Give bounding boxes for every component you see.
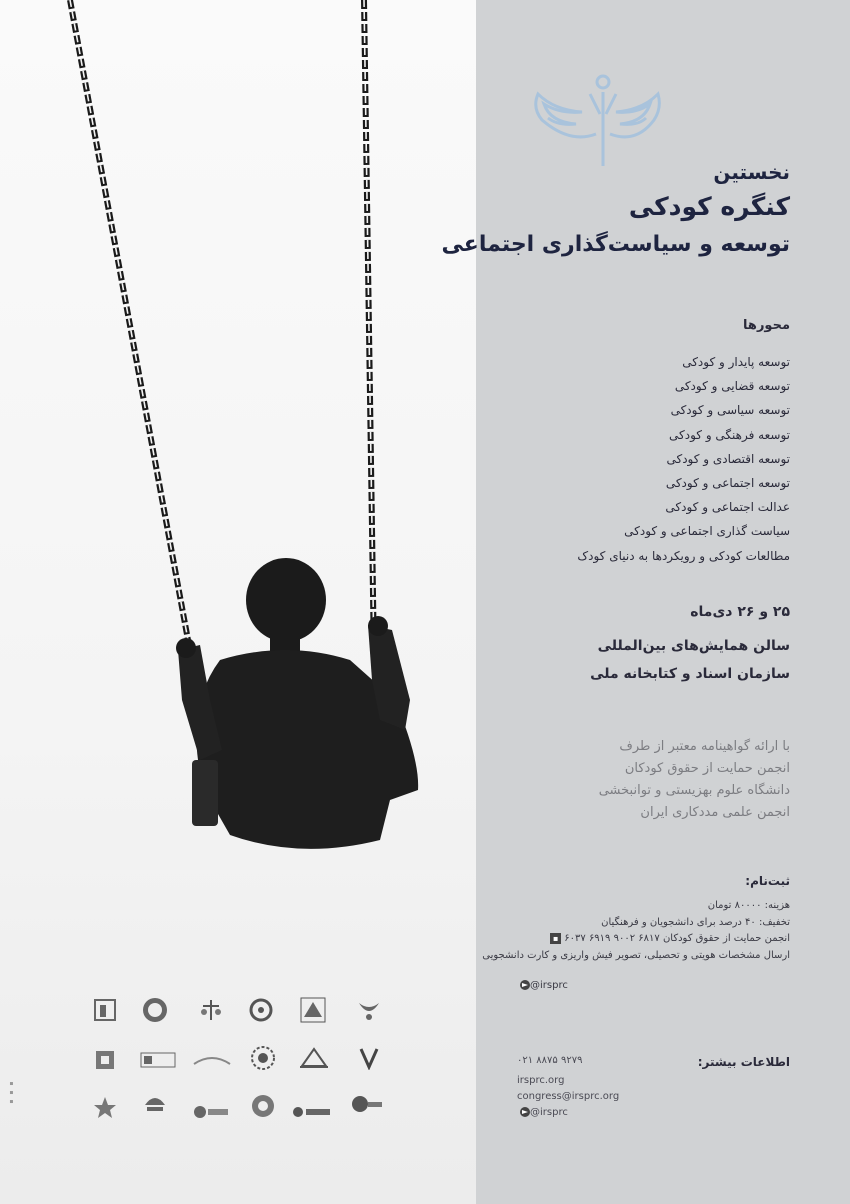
certificate-line: دانشگاه علوم بهزیستی و توانبخشی bbox=[598, 783, 790, 798]
certificate-block bbox=[599, 736, 790, 824]
contact-email[interactable]: congress@irsprc.org bbox=[517, 1091, 620, 1102]
sponsor-logo bbox=[192, 1100, 230, 1124]
registration-send: ارسال مشخصات هویتی و تحصیلی، تصویر فیش واریزی و کارت دانشجویی bbox=[482, 949, 790, 961]
sponsor-logo bbox=[250, 1094, 276, 1118]
registration-fee: هزینه: ۸۰۰۰۰ تومان bbox=[707, 900, 790, 911]
designer-credit-mark: ▪ ▪ ▪ bbox=[8, 1080, 15, 1105]
sponsor-logo bbox=[356, 998, 382, 1022]
title-congress: کنگره کودکی bbox=[628, 192, 790, 221]
axis-item: توسعه اجتماعی و کودکی bbox=[665, 476, 790, 491]
axis-item: سیاست گذاری اجتماعی و کودکی bbox=[624, 524, 790, 539]
axes-heading: محورها bbox=[743, 318, 790, 333]
axis-item: توسعه پایدار و کودکی bbox=[682, 355, 790, 369]
sponsor-logo bbox=[248, 998, 274, 1022]
sponsor-logo bbox=[292, 1100, 332, 1124]
sponsor-logo bbox=[198, 998, 224, 1022]
title-subtitle: توسعه و سیاست‌گذاری اجتماعی bbox=[441, 232, 790, 257]
event-venue-org: سازمان اسناد و کتابخانه ملی bbox=[590, 666, 790, 682]
sponsor-logo bbox=[350, 1094, 384, 1118]
sponsor-logo bbox=[92, 998, 118, 1022]
telegram-icon bbox=[520, 980, 530, 990]
event-venue-hall: سالن همایش‌های بین‌المللی bbox=[597, 638, 790, 654]
registration-bank-row bbox=[482, 931, 790, 948]
contact-website[interactable]: irsprc.org bbox=[517, 1075, 565, 1086]
registration-telegram[interactable]: @irsprc bbox=[530, 980, 568, 991]
sponsor-logo bbox=[140, 1048, 176, 1072]
certificate-line: با ارائه گواهینامه معتبر از طرف bbox=[619, 739, 790, 754]
sponsor-logo bbox=[92, 1096, 118, 1120]
sponsor-logo bbox=[300, 998, 326, 1022]
axes-list bbox=[577, 350, 790, 568]
axis-item: عدالت اجتماعی و کودکی bbox=[665, 500, 790, 515]
event-date: ۲۵ و ۲۶ دی‌ماه bbox=[690, 604, 790, 620]
axis-item: توسعه قضایی و کودکی bbox=[674, 379, 790, 394]
sponsor-logo bbox=[250, 1046, 276, 1070]
sponsor-logo bbox=[142, 998, 168, 1022]
sponsor-logo bbox=[142, 1092, 168, 1116]
bank-card-icon: ▪ bbox=[550, 933, 561, 944]
axis-item: توسعه اقتصادی و کودکی bbox=[666, 451, 790, 466]
sponsor-logo bbox=[298, 1046, 330, 1070]
info-panel bbox=[476, 0, 850, 1204]
certificate-line: انجمن حمایت از حقوق کودکان bbox=[624, 761, 790, 776]
title-first: نخستین bbox=[713, 160, 790, 184]
registration-heading: ثبت‌نام: bbox=[745, 874, 790, 888]
registration-discount: تخفیف: ۴۰ درصد برای دانشجویان و فرهنگیان bbox=[601, 916, 790, 928]
congress-angel-logo bbox=[530, 74, 664, 170]
more-info-heading: اطلاعات بیشتر: bbox=[697, 1055, 790, 1069]
certificate-line: انجمن علمی مددکاری ایران bbox=[640, 805, 790, 820]
axis-item: مطالعات کودکی و رویکردها به دنیای کودک bbox=[577, 548, 790, 563]
registration-bank: انجمن حمایت از حقوق کودکان ۶۸۱۷ ۹۰۰۲ ۶۹۱۹ ۶۰۳۷ bbox=[564, 933, 790, 944]
more-info-contacts bbox=[517, 1053, 619, 1121]
contact-telegram-row[interactable] bbox=[517, 1105, 619, 1121]
contact-phone[interactable]: ۰۲۱ ۸۸۷۵ ۹۲۷۹ bbox=[517, 1055, 583, 1066]
axis-item: توسعه سیاسی و کودکی bbox=[670, 403, 790, 418]
sponsor-logo bbox=[192, 1048, 232, 1072]
telegram-icon bbox=[520, 1107, 530, 1117]
sponsor-logo bbox=[356, 1046, 382, 1070]
child-on-swing-photo bbox=[0, 0, 476, 900]
sponsor-logo bbox=[92, 1048, 118, 1072]
contact-telegram[interactable]: @irsprc bbox=[530, 1107, 568, 1118]
registration-details bbox=[482, 898, 790, 964]
registration-telegram-row[interactable] bbox=[517, 980, 568, 991]
axis-item: توسعه فرهنگی و کودکی bbox=[669, 427, 790, 442]
